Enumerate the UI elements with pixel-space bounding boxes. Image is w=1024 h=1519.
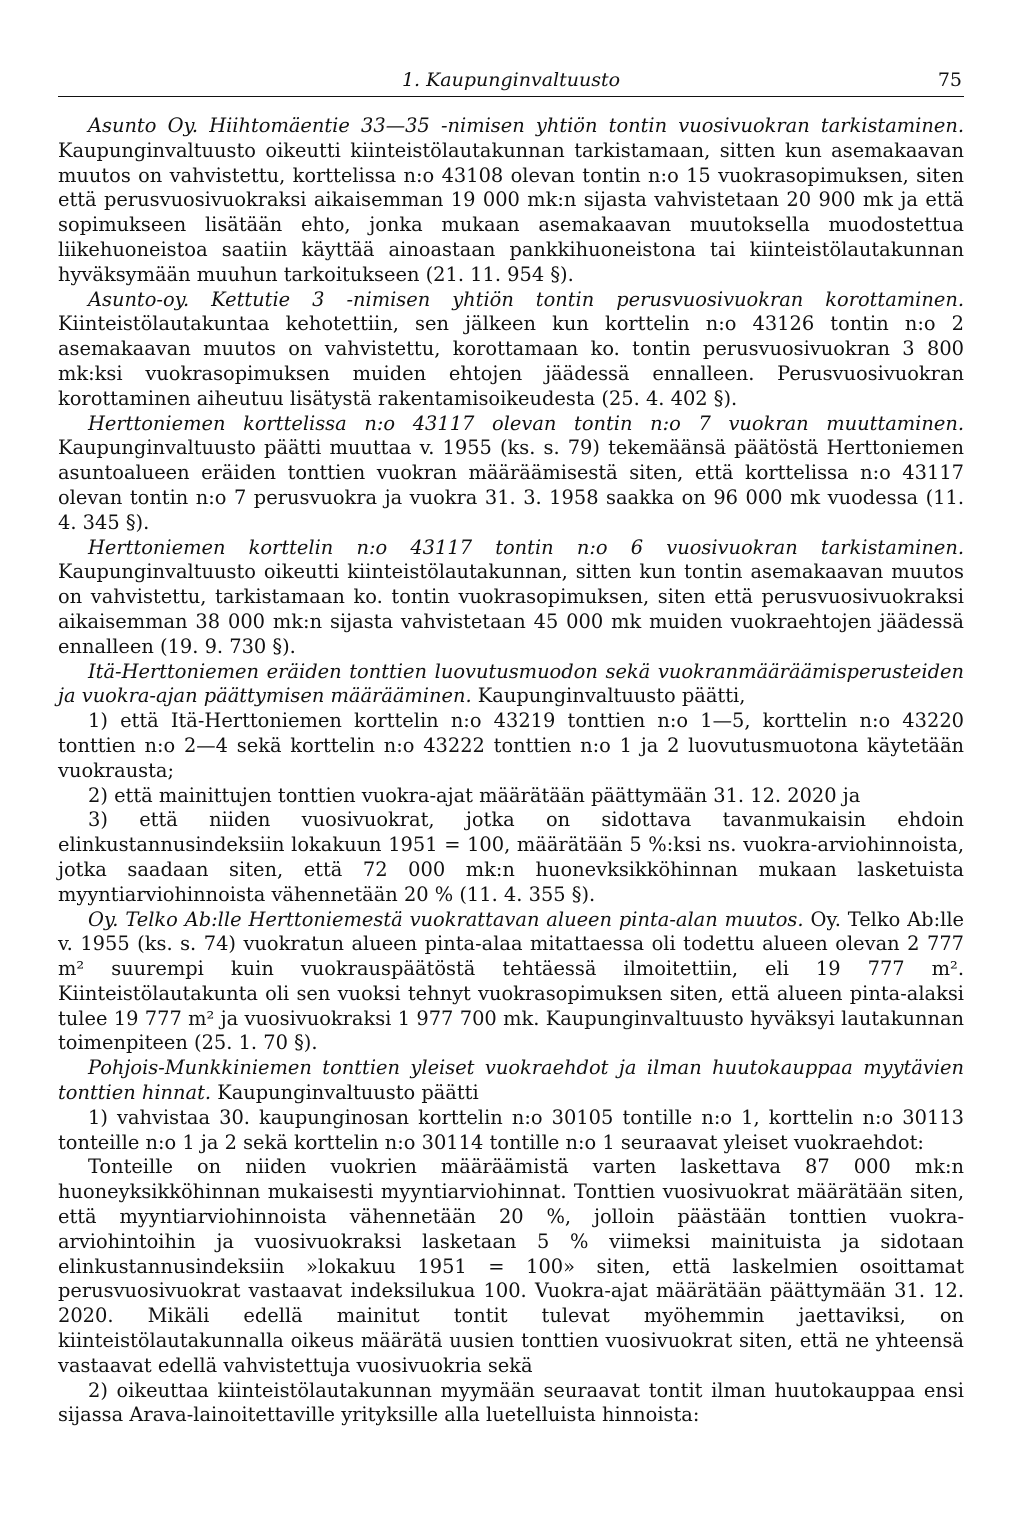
section-heading: Asunto-oy. Kettutie 3 -nimisen yhtiön tontin perusvuosivuokran korottaminen. <box>88 287 964 311</box>
section-text: Kaupunginvaltuusto oikeutti kiinteistölautakunnan tarkistamaan, sitten kun asemakaavan muutos on vahvistettu, korttelissa n:o 43108 olevan tontin n:o 15 vuokrasopimuksen, siten että perusvuosivuokraksi aikaisemman 19 000 mk:n sijasta vahvistetaan 20 900 mk ja että sopimukseen lisätään ehto, jonka mukaan asemakaavan muutoksella muodostettua liikehuoneistoa saatiin käyttää ainoastaan pankkihuoneistona tai kiinteistölautakunnan hyväksymään muuhun tarkoitukseen (21. 11. 954 §). <box>58 138 964 286</box>
section-herttoniemi-tontti-6 <box>58 536 964 660</box>
section-heading: Pohjois-Munkkiniemen tonttien yleiset vuokraehdot ja ilman huutokauppaa myytävien tonttien hinnat. <box>58 1056 964 1105</box>
section-ita-herttoniemi <box>58 660 964 710</box>
page-number: 75 <box>937 69 962 91</box>
section-heading: Itä-Herttoniemen eräiden tonttien luovutusmuodon sekä vuokranmääräämisperusteiden ja vuokra-ajan päättymisen määrääminen. <box>58 659 964 708</box>
section-text: Kaupunginvaltuusto päätti, <box>477 684 746 708</box>
page-header <box>58 66 964 97</box>
list-item: 2) oikeuttaa kiinteistölautakunnan myymään seuraavat tontit ilman huutokauppaa ensi sijassa Arava-lainoitettaville yrityksille alla luetelluista hinnoista: <box>58 1378 964 1427</box>
document-body <box>58 114 964 1428</box>
section-pohjois-munkkiniemi <box>58 1056 964 1106</box>
list-item: 1) vahvistaa 30. kaupunginosan korttelin n:o 30105 tontille n:o 1, korttelin n:o 30113 tonteille n:o 1 ja 2 sekä korttelin n:o 30114 tontille n:o 1 seuraavat yleiset vuokraehdot: <box>58 1105 964 1154</box>
list-item: 1) että Itä-Herttoniemen korttelin n:o 43219 tonttien n:o 1—5, korttelin n:o 43220 tonttien n:o 2—4 sekä korttelin n:o 43222 tonttien n:o 1 ja 2 luovutusmuotona käytetään vuokrausta; <box>58 709 964 782</box>
section-text: Kaupunginvaltuusto päätti muuttaa v. 1955 (ks. s. 79) tekemäänsä päätöstä Herttoniemen asuntoalueen eräiden tonttien vuokran määräämisestä siten, että korttelissa n:o 43117 olevan tontin n:o 7 perusvuokra ja vuokra 31. 3. 1958 saakka on 96 000 mk vuodessa (11. 4. 345 §). <box>58 436 964 534</box>
section-herttoniemi-tontti-7 <box>58 412 964 536</box>
section-text: Kiinteistölautakuntaa kehotettiin, sen jälkeen kun korttelin n:o 43126 tontin n:o 2 asemakaavan muutos on vahvistettu, korottamaan ko. tontin perusvuosivuokran 3 800 mk:ksi vuokrasopimuksen muiden ehtojen jäädessä ennalleen. Perusvuosivuokran korottaminen aiheutuu lisätystä rakentamisoikeudesta (25. 4. 402 §). <box>58 312 964 410</box>
section-heading: Asunto Oy. Hiihtomäentie 33—35 -nimisen yhtiön tontin vuosivuokran tarkistaminen. <box>88 114 964 137</box>
section-heading: Oy. Telko Ab:lle Herttoniemestä vuokrattavan alueen pinta-alan muutos. <box>88 907 804 931</box>
list-item: Tonteille on niiden vuokrien määräämistä varten laskettava 87 000 mk:n huoneyksikköhinnan mukaisesti myyntiarviohinnat. Tonttien vuosivuokrat määrätään siten, että myyntiarviohinnoista vähennetään 20 %, jolloin päästään tonttien vuokra-arviohintoihin ja vuosivuokraksi lasketaan 5 % viimeksi mainituista ja sidotaan elinkustannusindeksiin »lokakuu 1951 = 100» siten, että laskelmien osoittamat perusvuosivuokrat vastaavat indeksilukua 100. Vuokra-ajat määrätään päättymään 31. 12. 2020. Mikäli edellä mainitut tontit tulevat myöhemmin jaettaviksi, on kiinteistölautakunnalla oikeus määrätä uusien tonttien vuosivuokrat siten, että ne yhteensä vastaavat edellä vahvistettuja vuosivuokria sekä <box>58 1155 964 1377</box>
section-kettutie <box>58 288 964 412</box>
list-item: 2) että mainittujen tonttien vuokra-ajat määrätään päättymään 31. 12. 2020 ja <box>88 783 861 807</box>
section-text: Kaupunginvaltuusto päätti <box>217 1081 479 1105</box>
section-text: Kaupunginvaltuusto oikeutti kiinteistölautakunnan, sitten kun tontin asemakaavan muutos on vahvistettu, tarkistamaan ko. tontin vuokrasopimuksen, siten että perusvuosivuokraksi aikaisemman 38 000 mk:n sijasta vahvistetaan 45 000 mk muiden vuokraehtojen jäädessä ennalleen (19. 9. 730 §). <box>58 560 964 658</box>
section-asunto-oy-hiihtomaentie <box>58 114 964 288</box>
section-text: Oy. Telko Ab:lle v. 1955 (ks. s. 74) vuokratun alueen pinta-alaa mitattaessa oli todettu alueen olevan 2 777 m² suurempi kuin vuokrauspäätöstä tehtäessä ilmoitettiin, eli 19 777 m². Kiinteistölautakunta oli sen vuoksi tehnyt vuokrasopimuksen siten, että alueen pinta-alaksi tulee 19 777 m² ja vuosivuokraksi 1 977 700 mk. Kaupunginvaltuusto hyväksyi lautakunnan toimenpiteen (25. 1. 70 §). <box>58 907 965 1055</box>
section-telko <box>58 908 964 1057</box>
section-heading: Herttoniemen korttelissa n:o 43117 olevan tontin n:o 7 vuokran muuttaminen. <box>88 411 964 435</box>
document-page <box>58 0 964 1519</box>
section-heading: Herttoniemen korttelin n:o 43117 tontin n:o 6 vuosivuokran tarkistaminen. <box>88 535 964 559</box>
list-item: 3) että niiden vuosivuokrat, jotka on sidottava tavanmukaisin ehdoin elinkustannusindeksiin lokakuun 1951 = 100, määrätään 5 %:ksi ns. vuokra-arviohinnoista, jotka saadaan siten, että 72 000 mk:n huonevksikköhinnan mukaan lasketuista myyntiarviohinnoista vähennetään 20 % (11. 4. 355 §). <box>58 808 964 906</box>
running-title: 1. Kaupunginvaltuusto <box>401 69 621 91</box>
